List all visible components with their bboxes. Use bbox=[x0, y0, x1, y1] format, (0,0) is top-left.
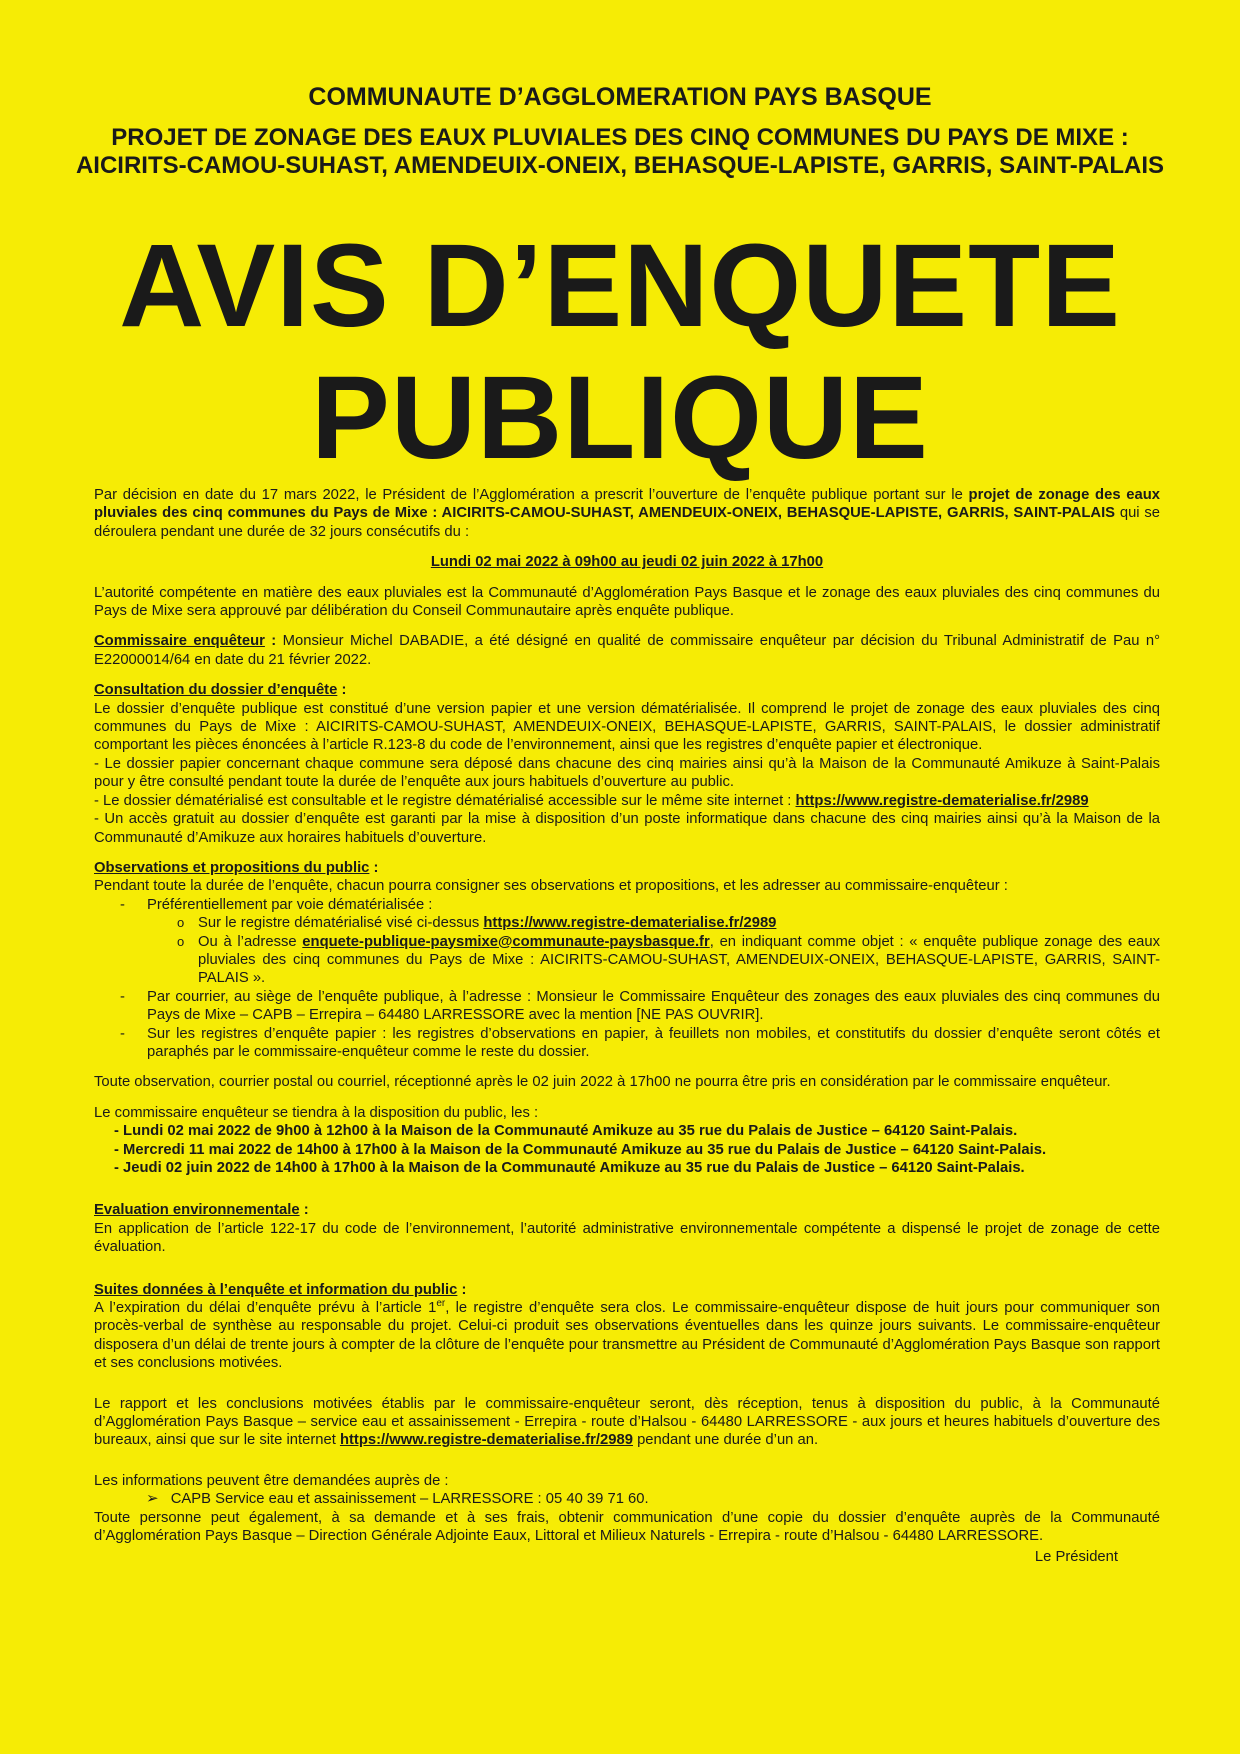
commissaire-heading: Commissaire enquêteur bbox=[94, 633, 265, 650]
permanences-section bbox=[94, 1104, 1160, 1178]
suites-section bbox=[94, 1281, 1160, 1373]
list-item: - Sur les registres d’enquête papier : les registres d’observations en papier, à feuillets non mobiles, et constitutifs du dossier d’enquête seront côtés et paraphés par le commissaire-enquêteur comme le reste du dossier. bbox=[94, 1025, 1160, 1062]
notice-title-line1: AVIS D’ENQUETE bbox=[119, 220, 1121, 352]
infos-section bbox=[94, 1472, 1160, 1566]
infos-intro: Les informations peuvent être demandées auprès de : bbox=[94, 1472, 449, 1489]
evaluation-heading: Evaluation environnementale bbox=[94, 1202, 300, 1219]
intro-duration: qui se déroulera pendant une durée de 32 jours consécutifs du : bbox=[94, 505, 1160, 540]
observations-sublist bbox=[147, 914, 1160, 988]
email-link[interactable]: enquete-publique-paysmixe@communaute-paysbasque.fr bbox=[302, 933, 710, 950]
evaluation-section bbox=[94, 1201, 1160, 1256]
sub2-text: Ou à l’adresse bbox=[198, 933, 303, 950]
registre-link[interactable]: https://www.registre-dematerialise.fr/2989 bbox=[795, 792, 1089, 809]
organization-name: COMMUNAUTE D’AGGLOMERATION PAYS BASQUE bbox=[308, 83, 932, 111]
consultation-p1: Le dossier d’enquête publique est constitué d’une version papier et une version dématérialisée. Il comprend le projet de zonage des eaux pluviales des cinq communes du Pays de Mixe : AICIRITS-CAMOU-SUHAST, AMENDEUIX-ONEIX, BEHASQUE-LAPISTE, GARRIS, SAINT-PALAIS, le dossier administratif comportant les pièces énoncées à l’article R.123-8 du code de l’environnement, ainsi que les registres d’enquête papier et électronique. bbox=[94, 700, 1160, 754]
registre-link-3[interactable]: https://www.registre-dematerialise.fr/2989 bbox=[339, 1432, 633, 1449]
intro-project-bold: projet de zonage des eaux pluviales des cinq communes du Pays de Mixe : AICIRITS-CAMOU-SUHAST, AMENDEUIX-ONEIX, BEHASQUE-LAPISTE, GARRIS, SAINT-PALAIS bbox=[94, 487, 1160, 522]
arrow-icon: ➢ bbox=[146, 1491, 159, 1508]
contact-text: CAPB Service eau et assainissement – LARRESSORE : 05 40 39 71 60. bbox=[170, 1491, 649, 1508]
autorite-paragraph: L’autorité compétente en matière des eaux pluviales est la Communauté d’Agglomération Pays Basque et le zonage des eaux pluviales des cinq communes du Pays de Mixe sera approuvé par délibération du Conseil Communautaire après enquête publique. bbox=[94, 584, 1160, 620]
enquiry-dates: Lundi 02 mai 2022 à 09h00 au jeudi 02 juin 2022 à 17h00 bbox=[430, 554, 824, 571]
consultation-colon: : bbox=[337, 682, 347, 699]
list-item: - Jeudi 02 juin 2022 de 14h00 à 17h00 à la Maison de la Communauté Amikuze au 35 rue du Palais de Justice – 64120 Saint-Palais. bbox=[114, 1160, 1025, 1176]
notice-body bbox=[94, 486, 1160, 1566]
suites-heading: Suites données à l’enquête et information du public bbox=[94, 1281, 458, 1298]
observations-heading: Observations et propositions du public bbox=[94, 859, 370, 876]
suites-p2 bbox=[94, 1395, 1160, 1450]
suites-p2-pre: Le rapport et les conclusions motivées établis par le commissaire-enquêteur seront, dès réception, tenus à disposition du public, à la Communauté d’Agglomération Pays Basque – service eau et assainissement - Errepira - route d’Halsou - 64480 LARRESSORE - aux jours et heures habituels d’ouverture des bureaux, ainsi que sur le site internet bbox=[94, 1395, 1160, 1449]
notice-title-line2: PUBLIQUE bbox=[311, 352, 929, 484]
suites-p1 bbox=[94, 1299, 1160, 1373]
observations-colon: : bbox=[369, 859, 379, 876]
intro-paragraph bbox=[94, 486, 1160, 541]
consultation-p3 bbox=[94, 792, 1160, 810]
signature: Le Président bbox=[1034, 1548, 1118, 1565]
observations-intro: Pendant toute la durée de l’enquête, chacun pourra consigner ses observations et propositions, et les adresser au commissaire-enquêteur : bbox=[94, 878, 1008, 895]
permanences-list bbox=[94, 1122, 1160, 1177]
infos-contact bbox=[94, 1490, 1160, 1508]
evaluation-colon: : bbox=[299, 1202, 309, 1219]
list-item bbox=[147, 933, 1160, 988]
suites-p1-post: , le registre d’enquête sera clos. Le commissaire-enquêteur dispose de huit jours pour communiquer son procès-verbal de synthèse au responsable du projet. Celui-ci produit ses observations éventuelles dans les quinze jours suivants. Le commissaire-enquêteur disposera d’un délai de trente jours à compter de la clôture de l’enquête pour transmettre au Président de Communauté d’Agglomération Pays Basque son rapport et ses conclusions motivées. bbox=[94, 1300, 1160, 1372]
header bbox=[60, 82, 1180, 180]
permanences-intro: Le commissaire enquêteur se tiendra à la disposition du public, les : bbox=[94, 1104, 539, 1121]
list-item: - Lundi 02 mai 2022 de 9h00 à 12h00 à la Maison de la Communauté Amikuze au 35 rue du Palais de Justice – 64120 Saint-Palais. bbox=[114, 1123, 1018, 1140]
consultation-p3-text: - Le dossier dématérialisé est consultable et le registre dématérialisé accessible sur le même site internet : bbox=[94, 792, 796, 809]
observations-section bbox=[94, 859, 1160, 1061]
list-item: - Par courrier, au siège de l’enquête publique, à l’adresse : Monsieur le Commissaire Enquêteur des zonages des eaux pluviales des cinq communes du Pays de Mixe – CAPB – Errepira – 64480 LARRESSORE avec la mention [NE PAS OUVRIR]. bbox=[94, 988, 1160, 1025]
toute-observation-paragraph: Toute observation, courrier postal ou courriel, réceptionné après le 02 juin 2022 à 17h00 ne pourra être pris en considération par le commissaire enquêteur. bbox=[94, 1074, 1111, 1091]
suites-p2-post: pendant une durée d’un an. bbox=[632, 1432, 819, 1449]
registre-link-2[interactable]: https://www.registre-dematerialise.fr/2989 bbox=[483, 915, 777, 932]
evaluation-text: En application de l’article 122-17 du code de l’environnement, l’autorité administrative environnementale compétente a dispensé le projet de zonage de cette évaluation. bbox=[94, 1220, 1160, 1256]
list-item: - Mercredi 11 mai 2022 de 14h00 à 17h00 à la Maison de la Communauté Amikuze au 35 rue du Palais de Justice – 64120 Saint-Palais. bbox=[114, 1141, 1047, 1158]
commissaire-text: Monsieur Michel DABADIE, a été désigné en qualité de commissaire enquêteur par décision du Tribunal Administratif de Pau n° E22000014/64 en date du 21 février 2022. bbox=[94, 633, 1160, 668]
consultation-section bbox=[94, 681, 1160, 847]
suites-colon: : bbox=[457, 1281, 467, 1298]
sub1-text: Sur le registre dématérialisé visé ci-dessus bbox=[198, 915, 484, 932]
project-title: PROJET DE ZONAGE DES EAUX PLUVIALES DES CINQ COMMUNES DU PAYS DE MIXE : AICIRITS-CAMOU-SUHAST, AMENDEUIX-ONEIX, BEHASQUE-LAPISTE, GARRIS, SAINT-PALAIS bbox=[75, 124, 1165, 179]
suites-p1-pre: A l’expiration du délai d’enquête prévu à l’article 1 bbox=[94, 1300, 437, 1317]
sub2-post: , en indiquant comme objet : « enquête publique zonage des eaux pluviales des cinq communes du Pays de Mixe : AICIRITS-CAMOU-SUHAST, AMENDEUIX-ONEIX, BEHASQUE-LAPISTE, GARRIS, SAINT-PALAIS ». bbox=[198, 933, 1160, 987]
consultation-heading: Consultation du dossier d’enquête bbox=[94, 682, 338, 699]
suites-p1-sup: er bbox=[436, 1298, 446, 1310]
infos-copie: Toute personne peut également, à sa demande et à ses frais, obtenir communication d’une copie du dossier d’enquête auprès de la Communauté d’Agglomération Pays Basque – Direction Générale Adjointe Eaux, Littoral et Milieux Naturels - Errepira - route d’Halsou - 64480 LARRESSORE. bbox=[94, 1509, 1160, 1545]
commissaire-colon: : bbox=[264, 633, 277, 650]
observations-item1: Préférentiellement par voie dématérialisée : bbox=[147, 896, 433, 913]
consultation-p2: - Le dossier papier concernant chaque commune sera déposé dans chacune des cinq mairies ainsi qu’à la Maison de la Communauté Amikuze à Saint-Palais pour y être consulté pendant toute la durée de l’enquête aux jours habituels d’ouverture au public. bbox=[94, 755, 1160, 791]
list-item bbox=[94, 896, 1160, 988]
observations-list bbox=[94, 896, 1160, 1062]
list-item bbox=[147, 914, 1160, 932]
consultation-p4: - Un accès gratuit au dossier d’enquête est garanti par la mise à disposition d’un poste informatique dans chacune des cinq mairies ainsi qu’à la Maison de la Communauté d’Amikuze aux horaires habituels d’ouverture. bbox=[94, 811, 1160, 846]
intro-text: Par décision en date du 17 mars 2022, le Président de l’Agglomération a prescrit l’ouverture de l’enquête publique portant sur le bbox=[94, 487, 969, 503]
commissaire-paragraph bbox=[94, 632, 1160, 669]
